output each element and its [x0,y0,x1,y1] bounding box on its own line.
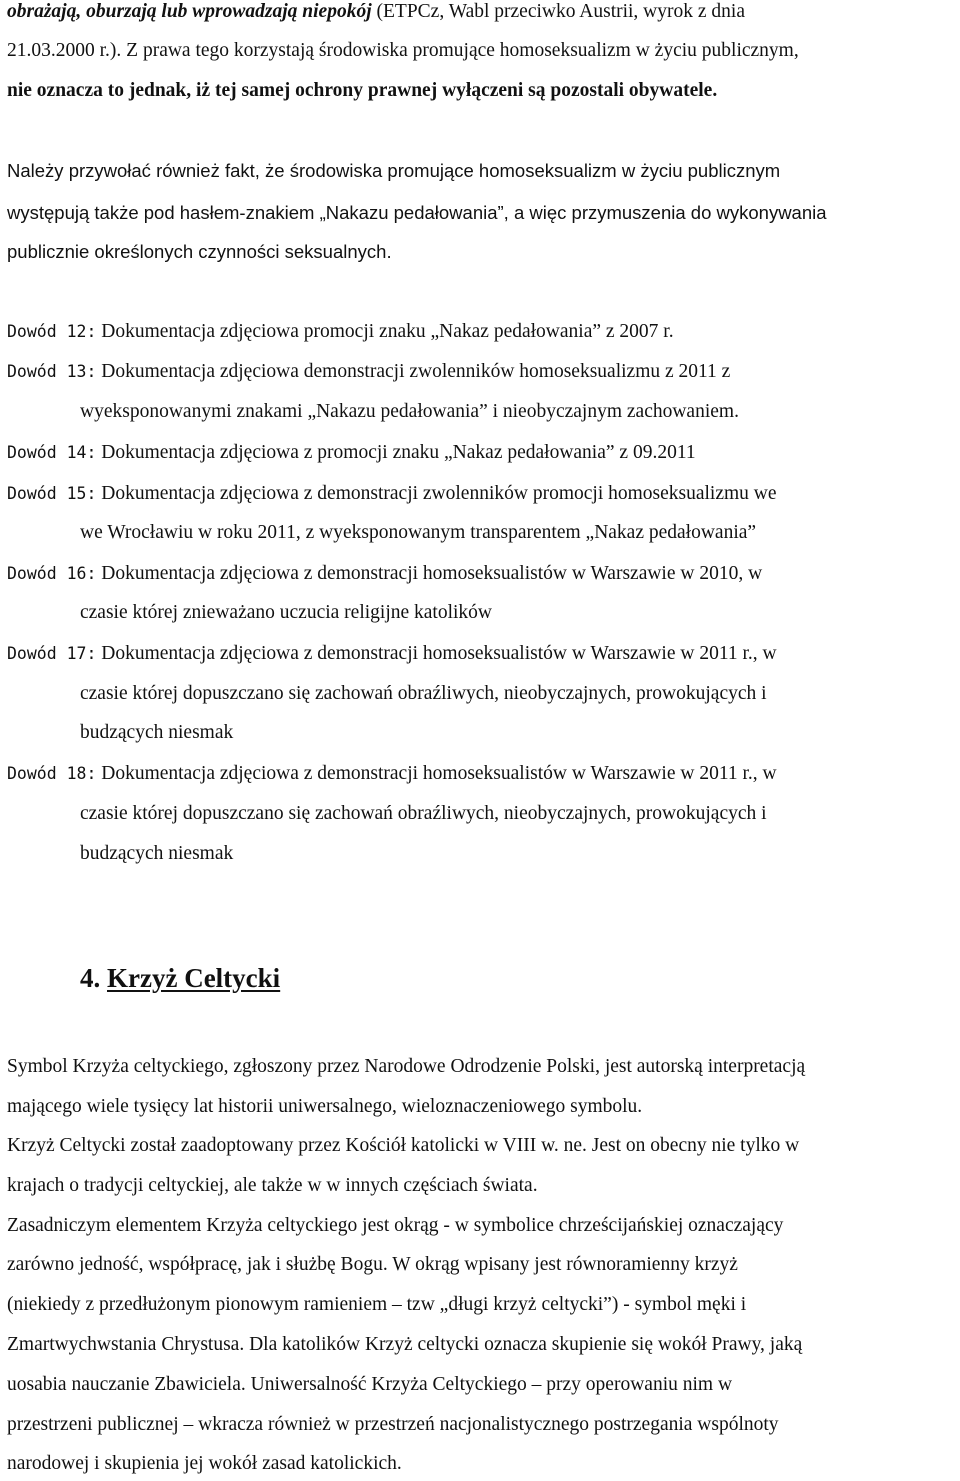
evidence-item-16-cont: czasie której znieważano uczucia religijne katolików [80,602,493,623]
evidence-text: Dokumentacja zdjęciowa promocji znaku „Nakaz pedałowania” z 2007 r. [101,321,674,342]
evidence-label: Dowód 14: [7,443,97,462]
top-paragraph-line-3: nie oznacza to jednak, iż tej samej ochrony prawnej wyłączeni są pozostali obywatele. [7,80,718,101]
evidence-text: Dokumentacja zdjęciowa z demonstracji homoseksualistów w Warszawie w 2010, w [101,563,763,584]
evidence-label: Dowód 13: [7,362,97,381]
section-body-line-1: Symbol Krzyża celtyckiego, zgłoszony przez Narodowe Odrodzenie Polski, jest autorską interpretacją [7,1056,806,1077]
evidence-text: Dokumentacja zdjęciowa z promocji znaku „Nakaz pedałowania” z 09.2011 [101,442,696,463]
section-heading [80,962,280,994]
section-number: 4. [80,963,101,993]
section-body-line-5: Zasadniczym elementem Krzyża celtyckiego jest okrąg - w symbolice chrześcijańskiej oznaczający [7,1215,784,1236]
evidence-item-15-cont: we Wrocławiu w roku 2011, z wyeksponowanym transparentem „Nakaz pedałowania” [80,522,757,543]
section-body-line-9: uosabia nauczanie Zbawiciela. Uniwersalność Krzyża Celtyckiego – przy operowaniu nim w [7,1374,733,1395]
section-body-line-8: Zmartwychwstania Chrystusa. Dla katolików Krzyż celtycki oznacza skupienie się wokół Prawy, jaką [7,1334,803,1355]
paragraph2-line-1: Należy przywołać również fakt, że środowiska promujące homoseksualizm w życiu publicznym [7,160,781,181]
paragraph2-line-2: występują także pod hasłem-znakiem „Nakazu pedałowania”, a więc przymuszenia do wykonywania [7,202,827,223]
evidence-item-18 [7,762,777,786]
evidence-item-15 [7,482,777,506]
evidence-text: Dokumentacja zdjęciowa demonstracji zwolenników homoseksualizmu z 2011 z [101,361,731,382]
section-body-line-2: mającego wiele tysięcy lat historii uniwersalnego, wieloznaczeniowego symbolu. [7,1096,643,1117]
evidence-label: Dowód 12: [7,322,97,341]
section-body-line-4: krajach o tradycji celtyckiej, ale także w w innych częściach świata. [7,1175,538,1196]
section-body-line-6: zarówno jedność, współpracę, jak i służbę Bogu. W okrąg wpisany jest równoramienny krzyż [7,1254,738,1275]
evidence-label: Dowód 18: [7,764,97,783]
evidence-label: Dowód 16: [7,564,97,583]
evidence-label: Dowód 15: [7,484,97,503]
top-paragraph-line-2: 21.03.2000 r.). Z prawa tego korzystają środowiska promujące homoseksualizm w życiu publicznym, [7,40,799,61]
evidence-item-13 [7,360,730,384]
section-body-line-11: narodowej i skupienia jej wokół zasad katolickich. [7,1453,402,1474]
evidence-item-17-cont-2: budzących niesmak [80,722,234,743]
evidence-label: Dowód 17: [7,644,97,663]
evidence-item-17 [7,642,777,666]
section-body-line-7: (niekiedy z przedłużonym pionowym ramieniem – tzw „długi krzyż celtycki”) - symbol męki i [7,1294,747,1315]
top-paragraph-line-1 [7,0,745,24]
evidence-item-18-cont-2: budzących niesmak [80,843,234,864]
paragraph2-line-3: publicznie określonych czynności seksualnych. [7,241,392,262]
section-title: Krzyż Celtycki [107,963,281,993]
top-paragraph-italic-phrase: obrażają, oburzają lub wprowadzają niepokój [7,1,372,22]
evidence-text: Dokumentacja zdjęciowa z demonstracji zwolenników promocji homoseksualizmu we [101,483,777,504]
top-paragraph-citation: (ETPCz, Wabl przeciwko Austrii, wyrok z dnia [371,1,745,22]
evidence-text: Dokumentacja zdjęciowa z demonstracji homoseksualistów w Warszawie w 2011 r., w [101,763,777,784]
evidence-item-14 [7,441,696,465]
evidence-text: Dokumentacja zdjęciowa z demonstracji homoseksualistów w Warszawie w 2011 r., w [101,643,777,664]
evidence-item-16 [7,562,762,586]
evidence-item-12 [7,320,674,344]
evidence-item-13-cont: wyeksponowanymi znakami „Nakazu pedałowania” i nieobyczajnym zachowaniem. [80,401,739,422]
evidence-item-17-cont-1: czasie której dopuszczano się zachowań obraźliwych, nieobyczajnych, prowokujących i [80,683,767,704]
section-body-line-10: przestrzeni publicznej – wkracza również w przestrzeń nacjonalistycznego postrzegania wspólnoty [7,1414,779,1435]
evidence-item-18-cont-1: czasie której dopuszczano się zachowań obraźliwych, nieobyczajnych, prowokujących i [80,803,767,824]
section-body-line-3: Krzyż Celtycki został zaadoptowany przez Kościół katolicki w VIII w. ne. Jest on obecny nie tylko w [7,1135,800,1156]
